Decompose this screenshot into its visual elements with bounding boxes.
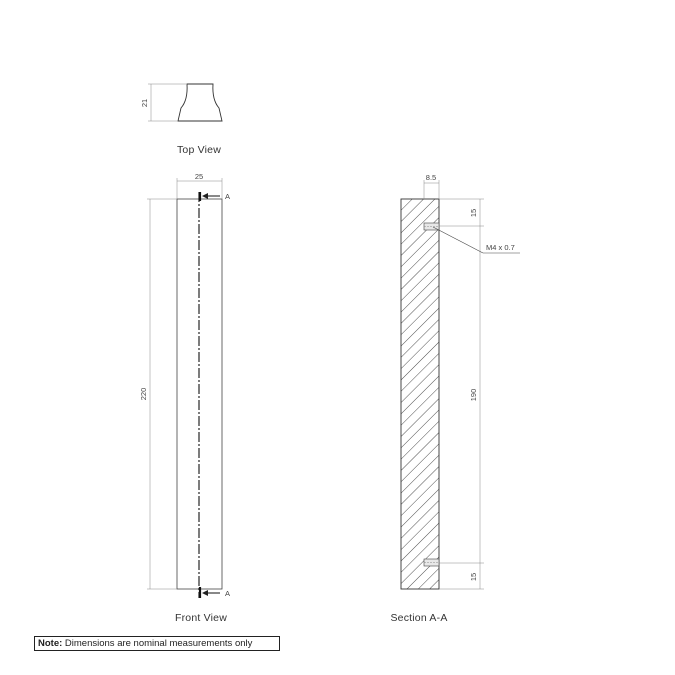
front-view-height-label: 220 xyxy=(139,387,148,401)
top-view-caption: Top View xyxy=(176,144,222,156)
front-view-height-dimension xyxy=(147,199,177,589)
section-offset-label: 8.5 xyxy=(425,173,437,182)
section-view xyxy=(390,173,520,624)
top-view-depth-dimension xyxy=(148,84,186,121)
section-marker-top-label: A xyxy=(225,192,231,201)
section-marker-bottom-label: A xyxy=(225,589,231,598)
front-view-caption: Front View xyxy=(175,612,227,624)
section-top-offset-label: 15 xyxy=(469,208,478,218)
front-view xyxy=(139,172,230,624)
section-view-caption: Section A-A xyxy=(390,612,448,624)
note-label: Note: xyxy=(38,638,63,649)
section-span-label: 190 xyxy=(469,388,478,402)
thread-callout-label: M4 x 0.7 xyxy=(486,243,515,252)
section-bottom-offset-label: 15 xyxy=(469,572,478,582)
top-view-depth-label: 21 xyxy=(140,98,149,108)
section-view-body xyxy=(401,199,439,589)
front-view-width-label: 25 xyxy=(194,172,204,181)
note-text: Dimensions are nominal measurements only xyxy=(64,638,253,649)
section-offset-dimension xyxy=(424,180,439,199)
top-view-profile xyxy=(178,84,222,121)
note-box xyxy=(34,636,280,651)
top-view xyxy=(140,84,222,156)
section-marker-top xyxy=(200,192,230,201)
